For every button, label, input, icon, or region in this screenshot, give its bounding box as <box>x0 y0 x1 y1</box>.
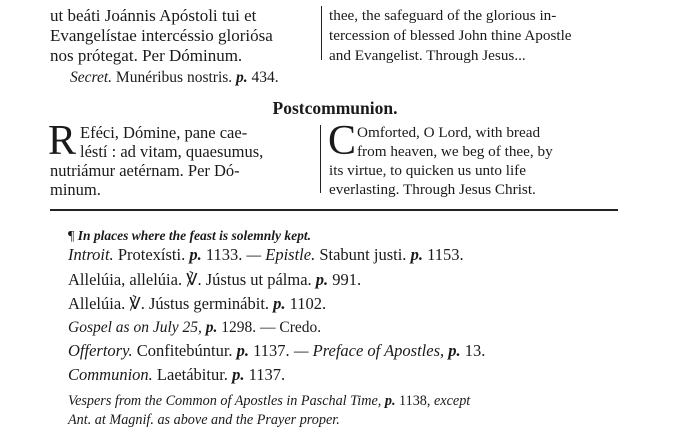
alleluia-1-page-label: p. <box>315 270 329 289</box>
introit-line <box>68 244 464 266</box>
communion-line <box>68 364 285 386</box>
top-english-line-2: tercession of blessed John thine Apostle <box>329 27 572 44</box>
versicle-icon: ℣. <box>186 270 202 289</box>
gospel-line <box>68 317 321 339</box>
top-english-line-1: thee, the safeguard of the glorious in- <box>329 7 557 24</box>
epistle-page-num: 1153. <box>427 245 464 264</box>
secret-line <box>70 68 279 88</box>
vespers-except: except <box>434 393 471 409</box>
section-divider <box>50 209 618 211</box>
offertory-page-num: 1137. <box>253 341 290 360</box>
latin-dropcap: R <box>48 118 77 164</box>
gospel-page-label: p. <box>205 319 218 336</box>
alleluia-1-text: Allelúia, allelúia. <box>68 270 183 289</box>
preface-page-label: p. <box>448 341 461 360</box>
post-english-line-3: its virtue, to quicken us unto life <box>329 162 526 179</box>
postcommunion-heading: Postcommunion. <box>272 98 398 118</box>
alleluia-2-verse: Jústus germinábit. <box>148 294 270 313</box>
communion-text: Laetábitur. <box>156 365 228 384</box>
alleluia-2-page-num: 1102. <box>289 294 327 313</box>
paragraph-mark: ¶ <box>68 229 75 244</box>
gospel-credo: Credo. <box>279 319 322 336</box>
post-latin-line-2: léstí : ad vitam, quaesumus, <box>80 142 264 161</box>
introit-page-num: 1133. <box>205 245 243 264</box>
alleluia-1-page-num: 991. <box>332 270 362 289</box>
epistle-text: Stabunt justi. <box>319 245 407 264</box>
alleluia-2-text: Allelúia. <box>68 294 126 313</box>
gospel-page-num: 1298. <box>221 319 257 336</box>
gospel-label: Gospel as on <box>68 319 149 336</box>
epistle-label: Epistle. <box>265 245 316 264</box>
offertory-text: Confitebúntur. <box>136 341 233 360</box>
alleluia-line-2 <box>68 293 326 315</box>
offertory-dash: — <box>293 341 309 360</box>
vespers-page-label: p. <box>384 393 396 409</box>
alleluia-1-verse: Jústus ut pálma. <box>205 270 312 289</box>
post-english-line-1: Omforted, O Lord, with bread <box>357 124 541 141</box>
preface-page-num: 13. <box>464 341 486 360</box>
alleluia-2-page-label: p. <box>273 294 286 313</box>
vespers-line-2: Ant. at Magnif. as above and the Prayer proper. <box>68 412 340 428</box>
top-latin-line-2: Evangelístae intercéssio gloriósa <box>50 26 273 45</box>
post-latin-line-1: Eféci, Dómine, pane cae- <box>80 123 248 142</box>
versicle-icon: ℣. <box>129 294 145 313</box>
gospel-date: July 25, <box>152 319 202 336</box>
preface-label: Preface of Apostles, <box>312 341 445 360</box>
top-latin-line-3: nos prótegat. Per Dóminum. <box>50 46 243 65</box>
introit-page-label: p. <box>189 245 202 264</box>
vespers-line-1 <box>68 391 470 411</box>
post-latin-line-3: nutriámur aetérnam. Per Dó- <box>50 161 240 180</box>
english-dropcap: C <box>328 118 357 164</box>
offertory-page-label: p. <box>236 341 250 360</box>
secret-page-label: p. <box>236 69 248 86</box>
top-column-divider <box>321 6 322 60</box>
alleluia-line-1 <box>68 269 361 291</box>
secret-label: Secret. <box>70 69 113 86</box>
post-english-line-4: everlasting. Through Jesus Christ. <box>329 181 536 198</box>
secret-page-num: 434. <box>251 69 279 86</box>
vespers-text-1: Vespers from the Common of Apostles in Paschal Time, <box>68 393 382 409</box>
post-column-divider <box>320 125 321 193</box>
post-english-line-2: from heaven, we beg of thee, by <box>357 143 553 160</box>
offertory-label: Offertory. <box>68 341 133 360</box>
communion-page-label: p. <box>232 365 245 384</box>
introit-label: Introit. <box>68 245 114 264</box>
communion-page-num: 1137. <box>248 365 286 384</box>
secret-text: Munéribus nostris. <box>115 69 233 86</box>
feast-header-text: In places where the feast is solemnly kept. <box>77 228 311 243</box>
vespers-page-num: 1138, <box>399 393 431 409</box>
gospel-dash: — <box>260 319 276 336</box>
epistle-page-label: p. <box>410 245 423 264</box>
top-english-line-3: and Evangelist. Through Jesus... <box>329 47 526 64</box>
communion-label: Communion. <box>68 365 153 384</box>
top-latin-line-1: ut beáti Joánnis Apóstoli tui et <box>50 6 257 25</box>
offertory-line <box>68 340 485 362</box>
post-latin-line-4: minum. <box>50 180 101 199</box>
introit-text: Protexísti. <box>117 245 186 264</box>
epistle-dash: — <box>246 245 262 264</box>
